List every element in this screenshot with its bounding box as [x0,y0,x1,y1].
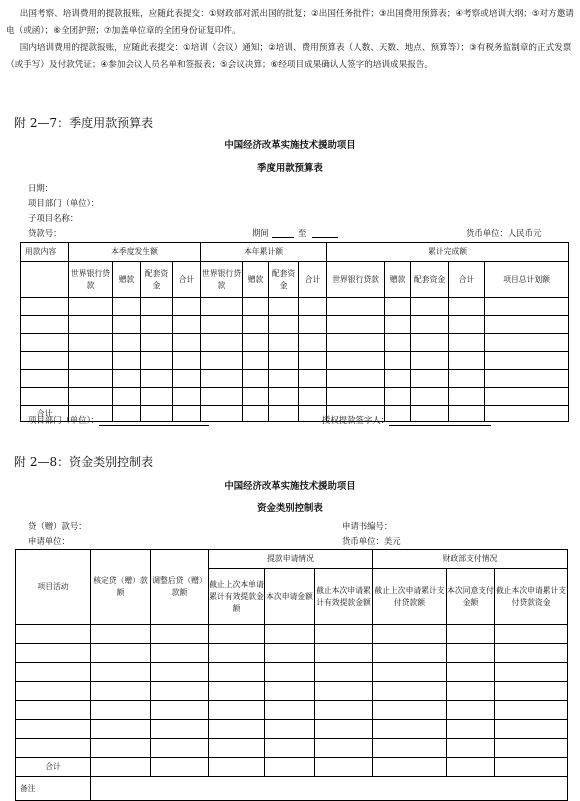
table-row [16,701,568,720]
footer-dept-text: 项目部门（单位）： [28,415,100,425]
group-year-cumulative: 本年累计额 [201,243,327,262]
intro-paragraph-1: 出国考察、培训费用的提款报账，应随此表提交：①财政部对派出国的批复；②出国任务批件；③出国费用预算表；④考察或培训大纲；⑤对方邀请电（或函）；⑥全团护照；⑦加盖单位章的全团身份证复印件。 [6,9,574,36]
date-label: 日期： [28,183,54,193]
col-usage: 用款内容 [21,243,69,262]
col-m-prev: 截止上次申请累计支付贷款额 [373,569,447,625]
table-subheader-row [21,262,569,298]
intro-text [6,6,574,74]
quarterly-budget-table [20,242,569,422]
col-w-prev: 截止上次本单请累计有效提款金额 [209,569,265,625]
col-total: 合计 [299,262,327,298]
table2-subtitle: 资金类别控制表 [257,503,323,514]
table-row [16,682,568,701]
loan-no-label: 贷款号： [28,228,62,238]
col-m-cumulative: 截止本次申请累计支付贷款资金 [495,569,568,625]
table-row [16,663,568,682]
footer-sign-text: 授权提款签字人： [322,415,389,425]
col-activity: 项目活动 [16,550,91,625]
section-heading-2-7: 附 2—7：季度用款预算表 [14,116,154,130]
total-label: 合计 [21,406,69,422]
subproject-label: 子项目名称： [28,213,79,223]
table-row [16,644,568,663]
col-m-current: 本次同意支付金额 [447,569,495,625]
table2-title: 中国经济改革实施技术援助项目 [224,481,356,492]
col-approved-amount: 核定贷（赠）款额 [91,550,151,625]
group-withdrawal: 提款申请情况 [209,550,373,569]
to-label: 至 [298,228,307,238]
col-counterpart: 配套资金 [269,262,299,298]
table-row [21,352,569,370]
col-wb-loan: 世界银行贷款 [69,262,113,298]
col-w-cumulative: 截止本次申请累计有效提款金额 [315,569,373,625]
col-project-plan: 项目总计划额 [485,262,569,298]
cell [21,262,69,298]
intro-paragraph-2: 国内培训费用的提款报账，应随此表提交：①培训（会议）通知；②培训、费用预算表（人数、天数、地点、预算等）；③有税务监制章的正式发票（或手写）及付款凭证；④参加会议人员名单和签报表；⑤会议决算；⑥经项目成果确认人签字的培训成果报告。 [6,43,572,70]
col-counterpart: 配套资金 [411,262,449,298]
col-total: 合计 [173,262,201,298]
section-heading-2-8: 附 2—8：资金类别控制表 [14,455,154,469]
table-row [21,388,569,406]
remarks-row [16,777,568,801]
table-row [21,370,569,388]
table-row [16,625,568,644]
col-wb-loan: 世界银行贷款 [201,262,243,298]
footer-dept-label [28,414,209,426]
table-row [16,739,568,758]
col-total: 合计 [449,262,485,298]
table-header-row [21,243,569,262]
table-row [21,316,569,334]
dept-label: 项目部门（单位）： [28,198,100,208]
group-current-quarter: 本季度发生额 [69,243,201,262]
application-no-label: 申请书编号： [342,521,393,531]
col-w-current: 本次申请金额 [265,569,315,625]
col-grant: 赠款 [243,262,269,298]
table-header-row [16,550,568,569]
col-adjusted-amount: 调整后贷（赠）款额 [151,550,209,625]
loan-grant-no-label: 贷（赠）款号： [28,521,87,531]
period-to-line [312,227,338,238]
remarks-label: 备注 [16,777,91,801]
period-label: 期间 [252,228,269,238]
applicant-label: 申请单位： [28,536,70,546]
group-cumulative-completed: 累计完成额 [327,243,569,262]
group-mof-payment: 财政部支付情况 [373,550,568,569]
currency-label: 货币单位：人民币元 [466,228,542,238]
period-from-line [272,227,294,238]
table-row [21,334,569,352]
footer-sign-label [322,414,491,426]
col-counterpart: 配套资金 [141,262,173,298]
table-row [21,298,569,316]
col-wb-loan: 世界银行贷款 [327,262,385,298]
currency-usd-label: 货币单位：美元 [342,536,401,546]
col-grant: 赠款 [385,262,411,298]
total-row [16,758,568,777]
table1-subtitle: 季度用款预算表 [257,163,323,174]
fund-category-control-table [15,549,568,801]
table-row [16,720,568,739]
col-grant: 赠款 [113,262,141,298]
total-label: 合计 [16,758,91,777]
table1-title: 中国经济改革实施技术援助项目 [224,140,356,151]
